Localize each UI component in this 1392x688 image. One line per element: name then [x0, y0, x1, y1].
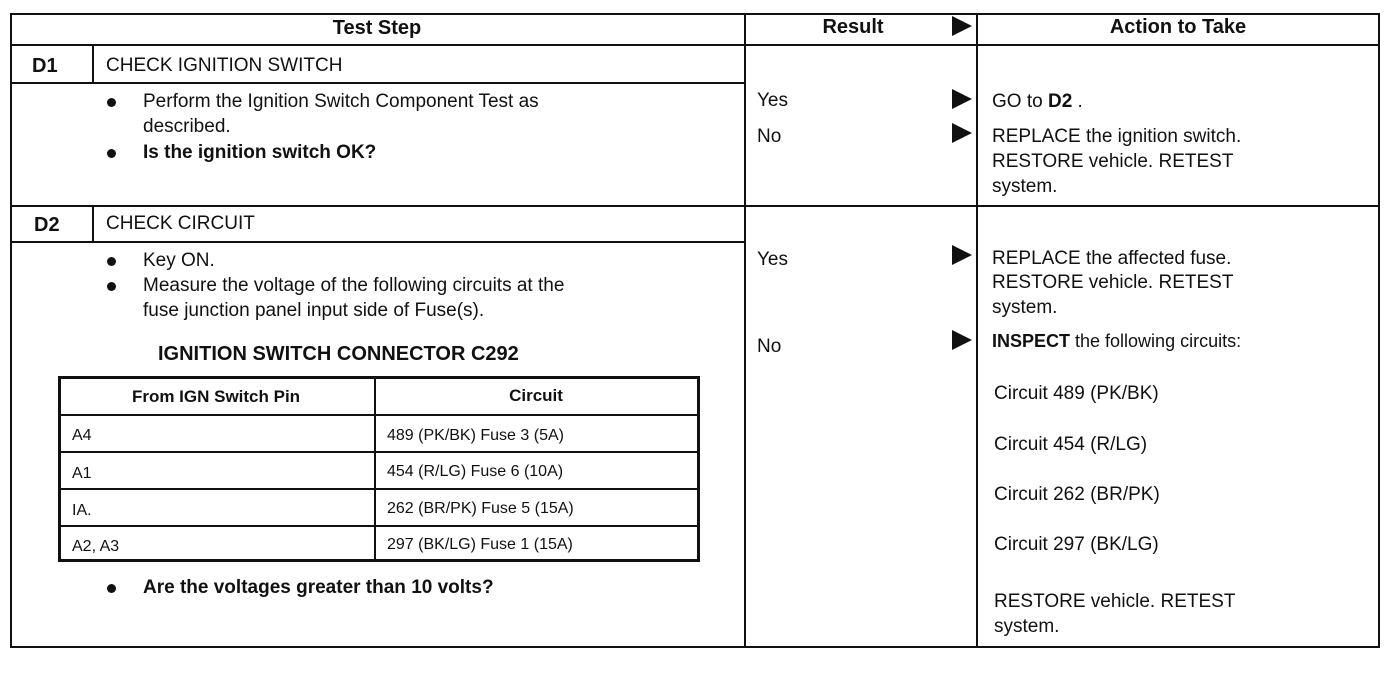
connector-table-row-divider-2: [58, 488, 700, 490]
connector-table-row-3-pin: IA.: [72, 502, 92, 519]
d2-circuit-4: Circuit 297 (BK/LG): [994, 534, 1159, 555]
connector-title: IGNITION SWITCH CONNECTOR C292: [158, 343, 519, 365]
d1-action-yes-link: D2: [1047, 91, 1073, 112]
connector-table-row-3-circuit: 262 (BR/PK) Fuse 5 (15A): [387, 500, 574, 517]
d2-action-yes-line1: REPLACE the affected fuse.: [992, 248, 1232, 269]
d2-yes-arrow-icon: [952, 245, 972, 265]
header-arrow-icon: [952, 16, 972, 36]
d2-action-yes-line3: system.: [992, 297, 1058, 318]
connector-table-row-divider-3: [58, 525, 700, 527]
d1-action-no-line1: REPLACE the ignition switch.: [992, 126, 1242, 147]
header-result: Result: [822, 16, 884, 38]
connector-table-row-divider-1: [58, 451, 700, 453]
d2-restore-line2: system.: [994, 616, 1060, 637]
d1-action-yes-prefix: GO to: [992, 91, 1048, 112]
connector-table-row-1-circuit: 489 (PK/BK) Fuse 3 (5A): [387, 427, 564, 444]
d1-bullet-1-icon: [107, 98, 116, 107]
d2-bullet-1-text: Key ON.: [143, 250, 215, 271]
d1-step-title: CHECK IGNITION SWITCH: [106, 55, 343, 76]
header-test-step: Test Step: [332, 17, 422, 39]
connector-table-row-4-pin: A2, A3: [72, 538, 120, 555]
d1-bullet-2-icon: [107, 149, 116, 158]
d2-action-no-inspect: [992, 330, 1241, 352]
d1-no-arrow-icon: [952, 123, 972, 143]
d2-final-question: Are the voltages greater than 10 volts?: [143, 577, 494, 598]
d2-step-id: D2: [34, 214, 60, 236]
connector-table-row-2-circuit: 454 (R/LG) Fuse 6 (10A): [387, 463, 564, 480]
d2-bullet-1-icon: [107, 257, 116, 266]
d2-bullet-2-line2: fuse junction panel input side of Fuse(s).: [143, 300, 485, 321]
d1-title-bottom-border: [10, 82, 744, 84]
connector-table: [58, 376, 700, 562]
d2-no-arrow-icon: [952, 330, 972, 350]
d2-id-divider: [92, 207, 94, 241]
d1-id-divider: [92, 46, 94, 82]
d2-title-bottom-border: [10, 241, 744, 243]
d2-step-title: CHECK CIRCUIT: [106, 213, 255, 234]
connector-table-header-circuit: Circuit: [509, 386, 563, 405]
d1-bullet-1-line1: Perform the Ignition Switch Component Test as: [143, 91, 539, 112]
d1-action-yes: [992, 91, 1083, 113]
d2-circuit-3: Circuit 262 (BR/PK): [994, 484, 1160, 505]
connector-table-row-2-pin: A1: [72, 465, 92, 482]
d2-circuit-1: Circuit 489 (PK/BK): [994, 383, 1159, 404]
d2-bullet-3-icon: [107, 584, 116, 593]
d1-action-yes-suffix: .: [1072, 91, 1083, 112]
table-right-border: [1378, 13, 1380, 648]
d2-action-no-inspect-bold: INSPECT: [992, 331, 1071, 351]
col-divider-step-result: [744, 13, 746, 648]
connector-table-header-divider: [58, 414, 700, 416]
d1-step-id: D1: [32, 55, 58, 77]
d1-result-no: No: [757, 126, 782, 147]
d1-result-yes: Yes: [757, 90, 788, 111]
header-action: Action to Take: [1109, 16, 1247, 38]
d2-restore-line1: RESTORE vehicle. RETEST: [994, 591, 1236, 612]
d1-action-no-line3: system.: [992, 176, 1058, 197]
d2-result-no: No: [757, 336, 782, 357]
d2-action-no-inspect-rest: the following circuits:: [1070, 331, 1242, 351]
connector-table-header-pin: From IGN Switch Pin: [131, 387, 301, 406]
d1-yes-arrow-icon: [952, 89, 972, 109]
d2-bullet-2-icon: [107, 282, 116, 291]
d2-result-yes: Yes: [757, 249, 788, 270]
table-bottom-border: [10, 646, 1380, 648]
col-divider-result-action: [976, 13, 978, 648]
d1-section-bottom-border: [10, 205, 1380, 207]
d2-circuit-2: Circuit 454 (R/LG): [994, 434, 1148, 455]
d1-bullet-1-line2: described.: [143, 116, 231, 137]
d2-bullet-2-line1: Measure the voltage of the following circuits at the: [143, 275, 565, 296]
connector-table-row-1-pin: A4: [72, 427, 92, 444]
table-left-border: [10, 13, 12, 648]
table-top-border: [10, 13, 1380, 15]
header-bottom-border: [10, 44, 1380, 46]
d1-action-no-line2: RESTORE vehicle. RETEST: [992, 151, 1234, 172]
d2-action-yes-line2: RESTORE vehicle. RETEST: [992, 272, 1234, 293]
d1-bullet-2-text: Is the ignition switch OK?: [143, 142, 377, 163]
connector-table-row-4-circuit: 297 (BK/LG) Fuse 1 (15A): [387, 536, 573, 553]
